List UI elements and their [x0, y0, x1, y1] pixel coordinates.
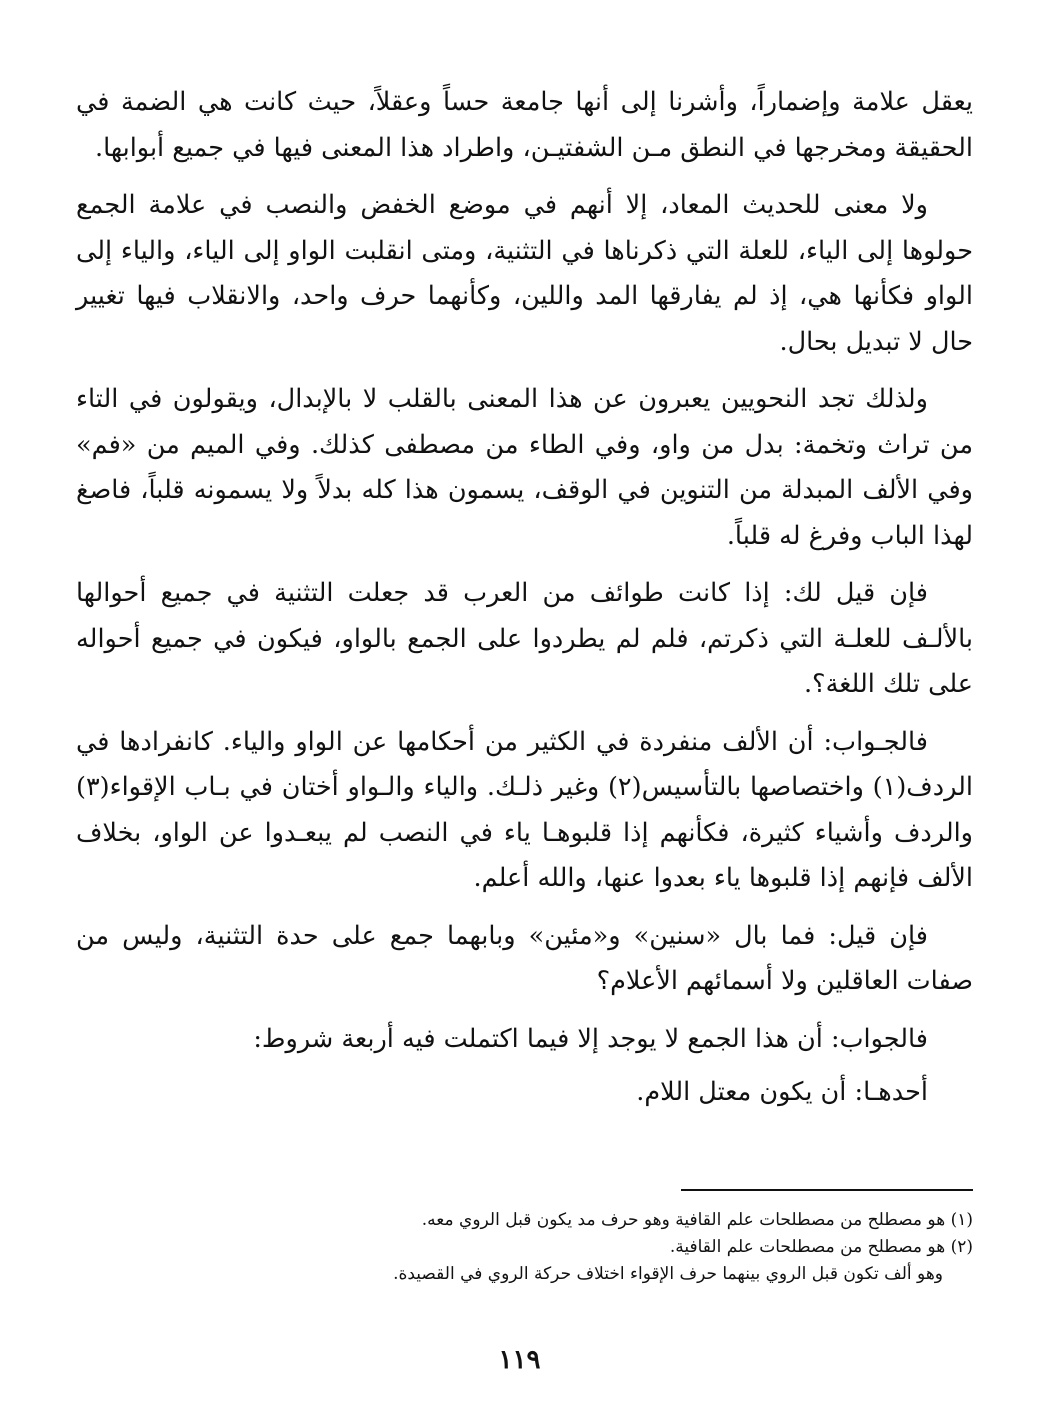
footnote-1: (١) هو مصطلح من مصطلحات علم القافية وهو حرف مد يكون قبل الروي معه. [421, 1210, 973, 1230]
paragraph-2: ولا معنى للحديث المعاد، إلا أنهم في موضع الخفض والنصب في علامة الجمع حولوها إلى الياء، للعلة التي ذكرناها في التثنية، ومتى انقلبت الواو إلى الياء، والياء إلى الواو فكأنها هي، إذ لم يفارقها المد واللين، وكأنهما حرف واحد، والانقلاب فيها تغيير حال لا تبديل بحال. [76, 190, 973, 357]
paragraph-5: فالجـواب: أن الألف منفردة في الكثير من أحكامها عن الواو والياء. كانفرادها في الردف(١) واختصاصها بالتأسيس(٢) وغير ذلـك. والياء والـواو أختان في بـاب الإقواء(٣) والردف وأشياء كثيرة، فكأنهم إذا قلبوهـا ياء في النصب لم يبعـدوا عن الواو، بخلاف الألف فإنهم إذا قلبوها ياء بعدوا عنها، والله أعلم. [76, 726, 973, 893]
paragraph-6: فإن قيل: فما بال «سنين» و«مئين» وبابهما جمع على حدة التثنية، وليس من صفات العاقلين ولا أسمائهم الأعلام؟ [76, 920, 973, 996]
footnote-separator [681, 1189, 973, 1191]
footnotes [76, 1207, 973, 1288]
page-number: ١١٩ [498, 1345, 541, 1375]
footnote-3: وهو ألف تكون قبل الروي بينهما حرف الإقواء اختلاف حركة الروي في القصيدة. [393, 1264, 943, 1284]
footnote-2: (٢) هو مصطلح من مصطلحات علم القافية. [669, 1237, 973, 1257]
paragraph-7: فالجواب: أن هذا الجمع لا يوجد إلا فيما اكتملت فيه أربعة شروط: [253, 1023, 928, 1054]
paragraph-1: يعقل علامة وإضماراً، وأشرنا إلى أنها جامعة حساً وعقلاً، حيث كانت هي الضمة في الحقيقة ومخرجها في النطق مـن الشفتيـن، واطراد هذا المعنى فيها في جميع أبوابها. [76, 87, 973, 163]
paragraph-4: فإن قيل لك: إذا كانت طوائف من العرب قد جعلت التثنية في جميع أحوالها بالألـف للعلـة التي ذكرتم، فلم لم يطردوا على الجمع بالواو، فيكون في جميع أحواله على تلك اللغة؟. [76, 578, 973, 699]
main-text [76, 80, 973, 1128]
paragraph-8: أحدهـا: أن يكون معتل اللام. [636, 1077, 928, 1107]
paragraph-3: ولذلك تجد النحويين يعبرون عن هذا المعنى بالقلب لا بالإبدال، ويقولون في التاء من تراث وتخمة: بدل من واو، وفي الطاء من مصطفى كذلك. وفي الميم من «فم» وفي الألف المبدلة من التنوين في الوقف، يسمون هذا كله بدلاً ولا يسمونه قلباً، فاصغ لهذا الباب وفرغ له قلباً. [76, 384, 973, 551]
